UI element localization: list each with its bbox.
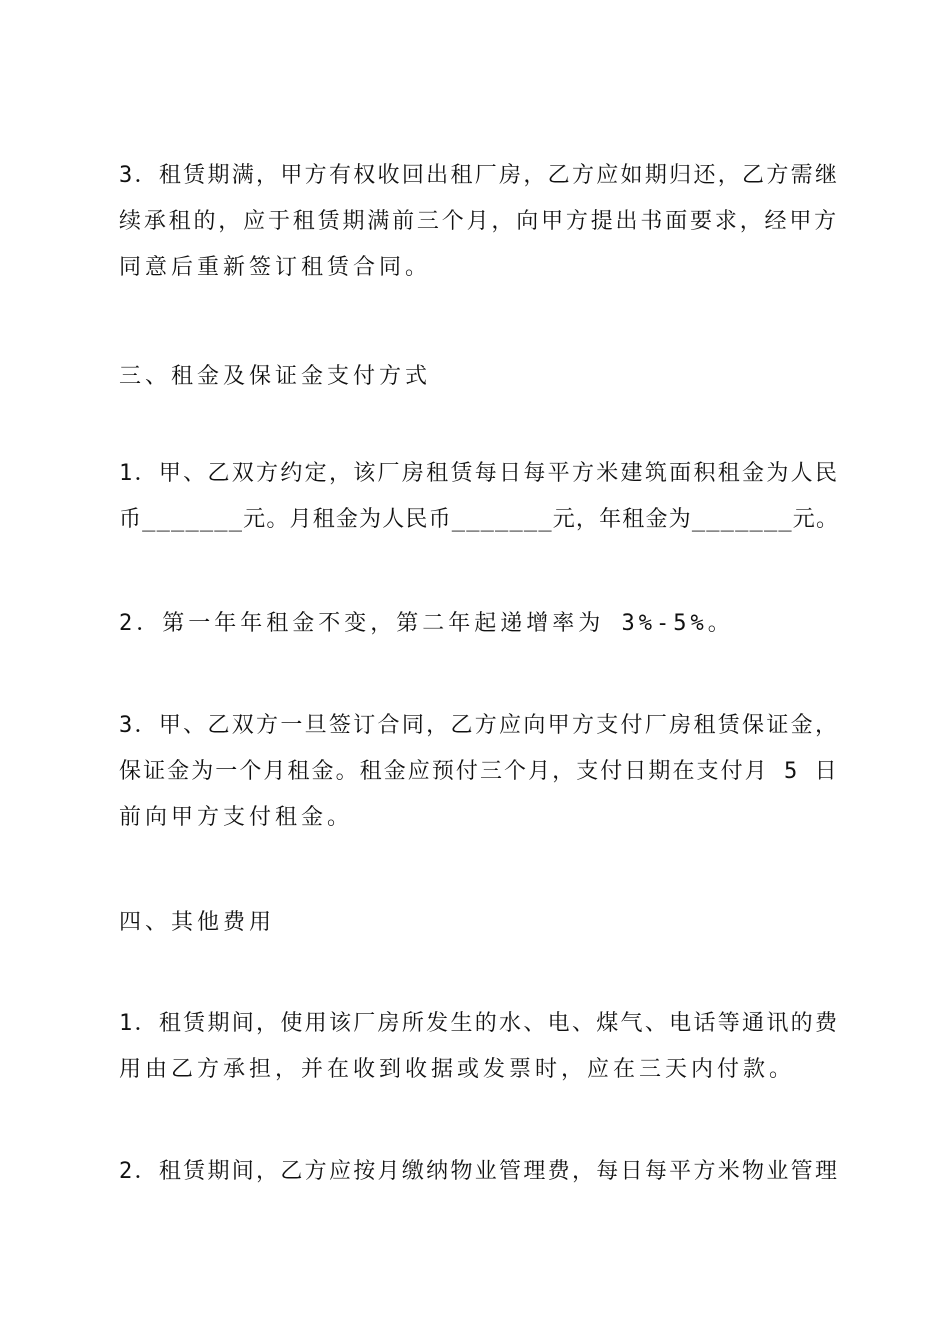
text-line: 保证金为一个月租金。租金应预付三个月，支付日期在支付月 5 日	[119, 759, 839, 784]
paragraph-rent-increase	[119, 601, 839, 647]
paragraph-lease-expiry	[119, 153, 839, 291]
section-heading-rent-deposit: 三、租金及保证金支付方式	[119, 364, 432, 389]
text-line: 币_______元。月租金为人民币_______元，年租金为_______元。	[119, 507, 840, 532]
paragraph-rent-amount	[119, 451, 839, 543]
text-line: 3．甲、乙双方一旦签订合同，乙方应向甲方支付厂房租赁保证金，	[119, 713, 840, 738]
paragraph-property-fee	[119, 1149, 839, 1195]
text-line: 1．甲、乙双方约定，该厂房租赁每日每平方米建筑面积租金为人民	[119, 461, 840, 486]
text-line: 前向甲方支付租金。	[119, 805, 354, 830]
paragraph-utilities	[119, 1001, 839, 1093]
section-heading-other-fees: 四、其他费用	[119, 910, 276, 935]
text-line: 同意后重新签订租赁合同。	[119, 255, 432, 280]
paragraph-deposit	[119, 703, 839, 841]
text-line: 3．租赁期满，甲方有权收回出租厂房，乙方应如期归还，乙方需继	[119, 163, 840, 188]
text-line: 用由乙方承担，并在收到收据或发票时，应在三天内付款。	[119, 1057, 796, 1082]
text-line: 2．第一年年租金不变，第二年起递增率为 3%-5%。	[119, 611, 734, 636]
text-line: 1．租赁期间，使用该厂房所发生的水、电、煤气、电话等通讯的费	[119, 1011, 840, 1036]
text-line: 2．租赁期间，乙方应按月缴纳物业管理费，每日每平方米物业管理	[119, 1159, 840, 1184]
text-line: 续承租的，应于租赁期满前三个月，向甲方提出书面要求，经甲方	[119, 209, 840, 234]
